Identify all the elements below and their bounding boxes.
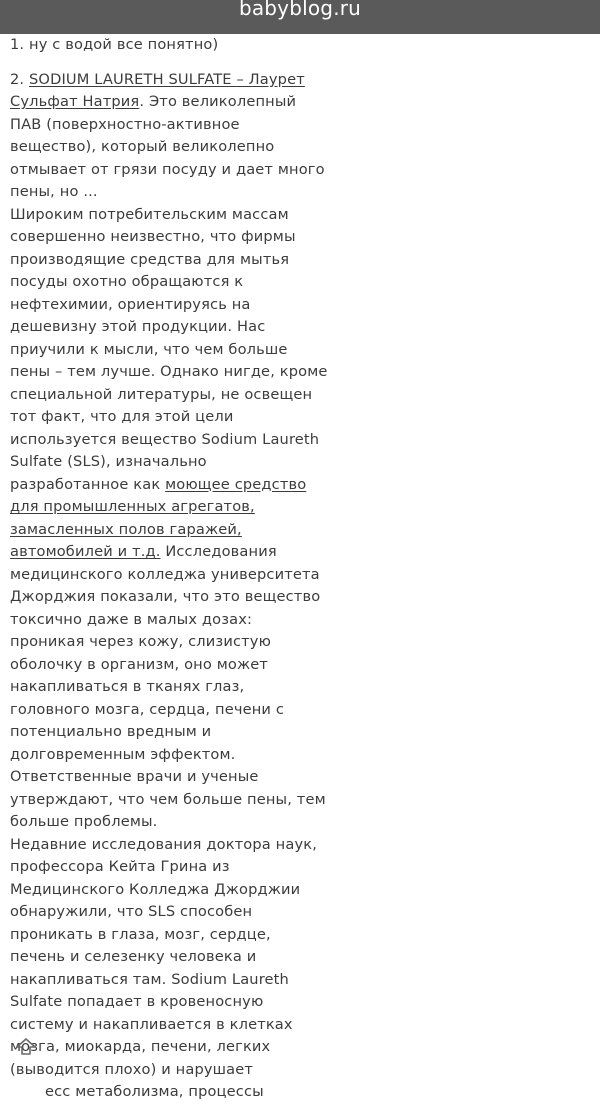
sls-link[interactable]: SODIUM LAURETH SULFATE – Лаурет Сульфат Натрия: [10, 70, 305, 110]
share-icon[interactable]: [14, 1036, 38, 1058]
share-icon-glyph: [14, 1036, 38, 1058]
paragraph-sls-usage: [10, 204, 328, 834]
paragraph-research-last-line: есс метаболизма, процессы: [45, 1083, 264, 1100]
site-domain[interactable]: babyblog.ru: [238, 0, 362, 20]
paragraph-sls-usage-intro: Широким потребительским массам совершенно неизвестно, что фирмы производящие средства для мытья посуды охотно обращаются к нефтехимии, ориентируясь на дешевизну этой продукции. Нас приучили к мысли, что чем больше пены – тем лучше. Однако нигде, кроме специальной литературы, не освещен тот факт, что для этой цели используется вещество Sodium Laureth Sulfate (SLS), изначально разработанное как: [10, 205, 328, 493]
paragraph-sls-usage-rest: Исследования медицинского колледжа университета Джорджия показали, что это вещество токсично даже в малых дозах: проникая через кожу, слизистую оболочку в организм, оно может накапливаться в тканях глаз, головного мозга, сердца, печени с потенциально вредным и долговременным эффектом. Ответственные врачи и ученые утверждают, что чем больше пены, тем больше проблемы.: [10, 543, 326, 830]
list-item-2-number: 2.: [10, 70, 30, 88]
list-item-1: 1. ну с водой все понятно): [10, 36, 219, 53]
list-item-2-text: . Это великолепный ПАВ (поверхностно-активное вещество), который великолепно отмывает от грязи посуду и дает много пены, но ...: [10, 93, 325, 200]
address-bar[interactable]: [0, 0, 600, 34]
paragraph-research: Недавние исследования доктора наук, профессора Кейта Грина из Медицинского Колледжа Джорджии обнаружили, что SLS способен проникать в глаза, мозг, сердце, печень и селезенку человека и накапливаться там. Sodium Laureth Sulfate попадает в кровеносную систему и накапливается в клетках мозга, миокарда, печени, легких (выводится плохо) и нарушает: [10, 835, 318, 1078]
list-item-2: [10, 69, 328, 204]
article-body: [10, 34, 328, 1104]
paragraph-gap: [10, 57, 328, 69]
industrial-cleaner-link[interactable]: моющее средство для промышленных агрегатов, замасленных полов гаражей, автомобилей и т.д.: [10, 475, 307, 560]
